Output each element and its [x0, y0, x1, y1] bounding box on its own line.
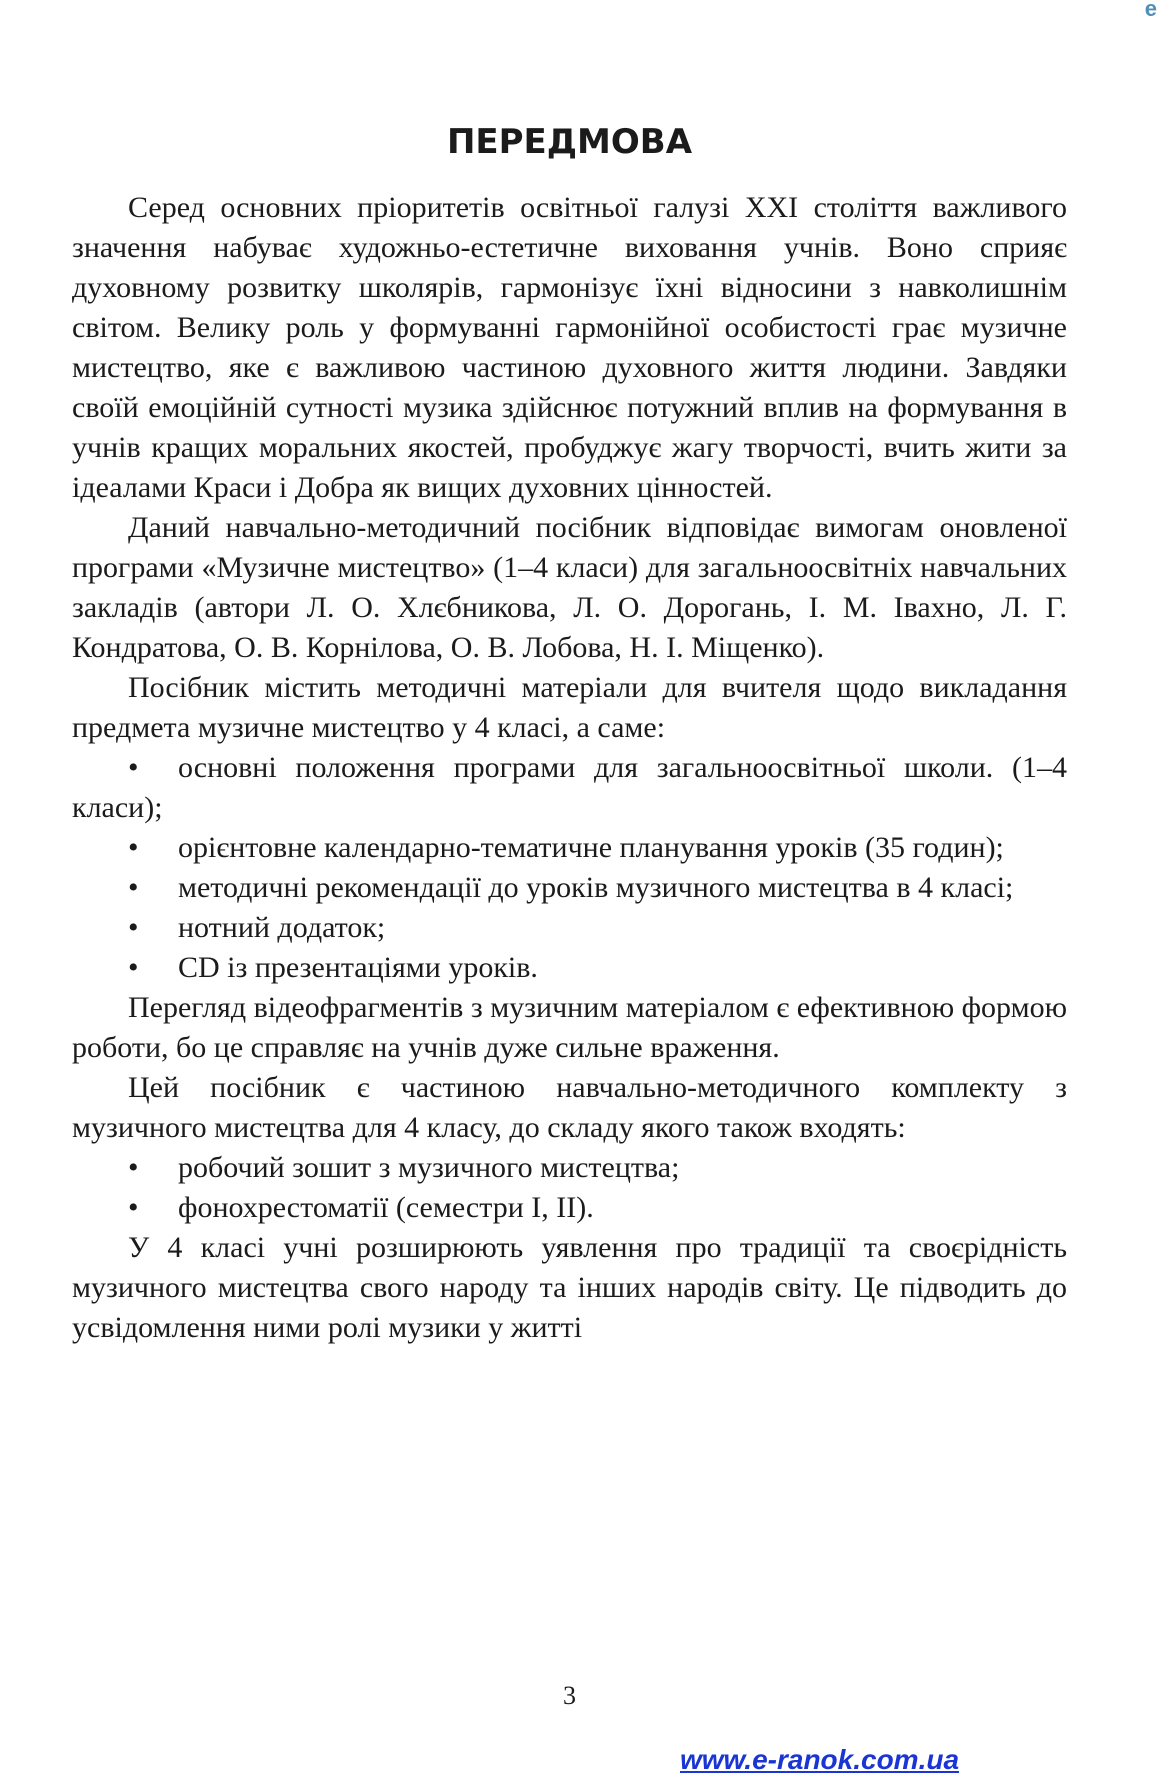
- paragraph-grade4: У 4 класі учні розширюють уявлення про традиції та своєрідність музичного мистецтва свого народу та інших народів світу. Це підводить до усвідомлення ними ролі музики у житті: [72, 1231, 1067, 1344]
- bullet-icon: •: [128, 1191, 139, 1224]
- body-text: [72, 188, 1067, 1348]
- bullet-icon: •: [128, 751, 139, 784]
- list-item-text: робочий зошит з музичного мистецтва;: [178, 1151, 680, 1184]
- paragraph-kit: Цей посібник є частиною навчально-методичного комплекту з музичного мистецтва для 4 класу, до складу якого також входять:: [72, 1071, 1067, 1144]
- list-item-text: методичні рекомендації до уроків музичного мистецтва в 4 класі;: [178, 871, 1014, 904]
- website-link[interactable]: www.e-ranok.com.ua: [680, 1744, 960, 1775]
- list-item: [72, 868, 1067, 908]
- list-item-text: фонохрестоматії (семестри I, II).: [178, 1191, 594, 1224]
- page-title: ПЕРЕДМОВА: [446, 122, 693, 162]
- list-item: [72, 908, 1067, 948]
- list-item: [72, 828, 1067, 868]
- list-item-text: орієнтовне календарно-тематичне планування уроків (35 годин);: [178, 831, 1004, 864]
- list-item: [72, 748, 1067, 828]
- bullet-icon: •: [128, 871, 139, 904]
- bullet-icon: •: [128, 911, 139, 944]
- list-item: [72, 948, 1067, 988]
- list-item: [72, 1188, 1067, 1228]
- bullet-icon: •: [128, 1151, 139, 1184]
- list-item-text: основні положення програми для загальноосвітньої школи. (1–4 класи);: [72, 751, 1067, 824]
- list-item: [72, 1148, 1067, 1188]
- paragraph-program: Даний навчально-методичний посібник відповідає вимогам оновленої програми «Музичне мистецтво» (1–4 класи) для загальноосвітніх навчальних закладів (автори Л. О. Хлєбникова, Л. О. Дорогань, І. М. Івахно, Л. Г. Кондратова, О. В. Корнілова, О. В. Лобова, Н. І. Міщенко).: [72, 511, 1067, 664]
- paragraph-video: Перегляд відеофрагментів з музичним матеріалом є ефективною формою роботи, бо це справляє на учнів дуже сильне враження.: [72, 991, 1067, 1064]
- bullet-icon: •: [128, 831, 139, 864]
- list-item-text: CD із презентаціями уроків.: [178, 951, 538, 984]
- bullet-icon: •: [128, 951, 139, 984]
- paragraph-intro: Серед основних пріоритетів освітньої галузі XXI століття важливого значення набуває художньо-естетичне виховання учнів. Воно сприяє духовному розвитку школярів, гармонізує їхні відносини з навколишнім світом. Велику роль у формуванні гармонійної особистості грає музичне мистецтво, яке є важливою частиною духовного життя людини. Завдяки своїй емоційній сутності музика здійснює потужний вплив на формування в учнів кращих моральних якостей, пробуджує жагу творчості, вчить жити за ідеалами Краси і Добра як вищих духовних цінностей.: [72, 191, 1067, 504]
- page-number: 3: [563, 1681, 576, 1710]
- corner-site-mark: e: [1144, 0, 1157, 21]
- paragraph-contents: Посібник містить методичні матеріали для вчителя щодо викладання предмета музичне мистецтво у 4 класі, а саме:: [72, 671, 1067, 744]
- list-item-text: нотний додаток;: [178, 911, 386, 944]
